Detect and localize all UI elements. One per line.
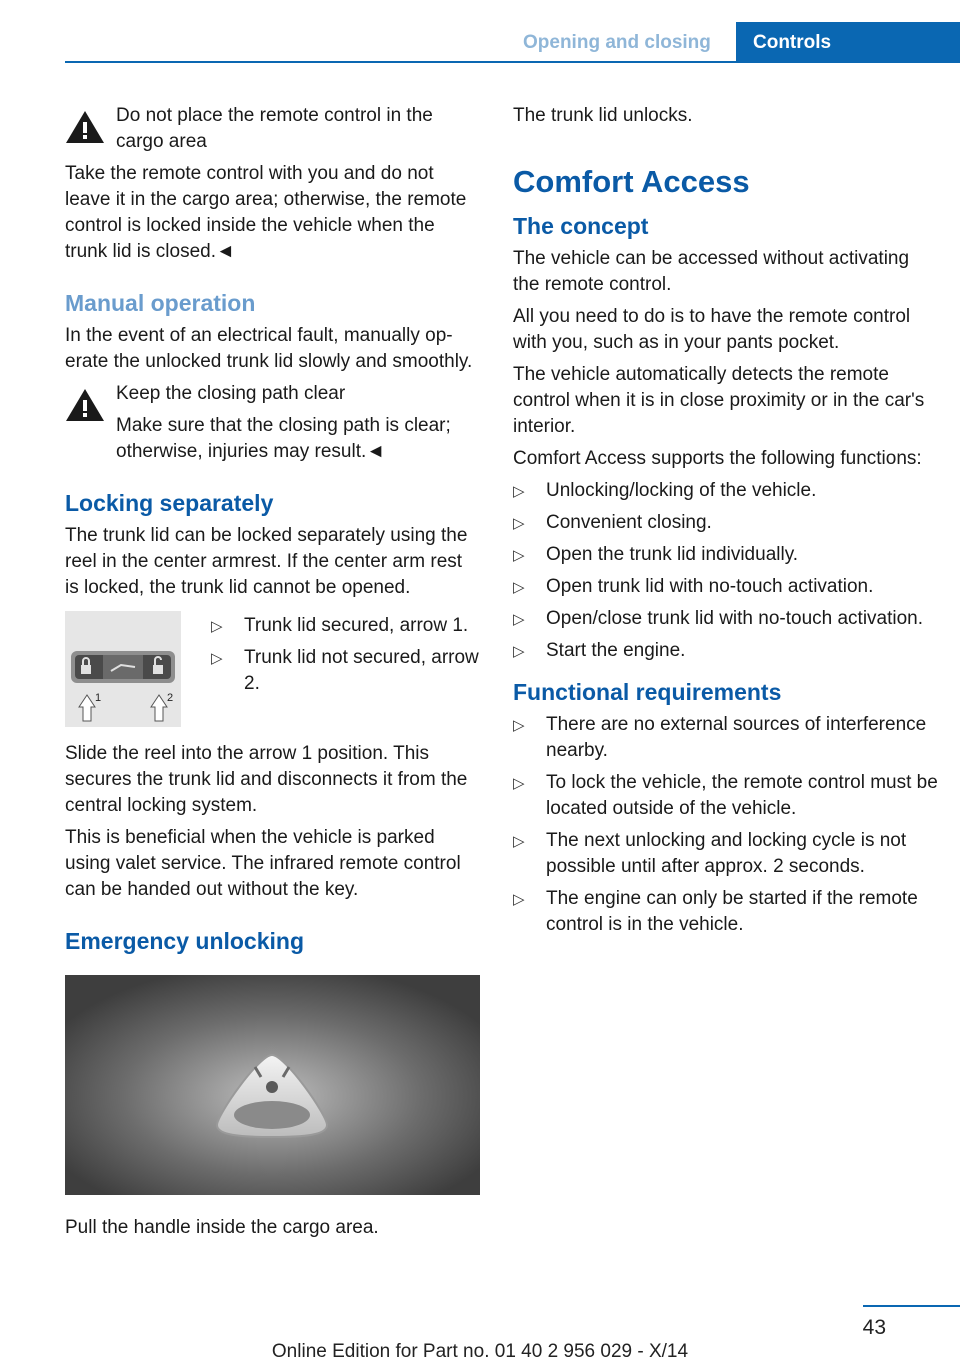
trunk-lock-figure-row [65, 611, 480, 727]
triangle-bullet-icon: ▷ [513, 891, 525, 908]
triangle-bullet-icon: ▷ [513, 775, 525, 792]
right-column [513, 103, 938, 944]
heading-functional-requirements: Functional requirements [513, 679, 782, 705]
functional-requirements-list [513, 712, 938, 938]
trunk-lock-states-list [211, 611, 480, 727]
footer-edition: Online Edition for Part no. 01 40 2 956 029 - X/14 [271, 1341, 689, 1362]
warning-triangle-icon [65, 109, 105, 145]
figure-label-1: 1 [95, 692, 102, 704]
list-item [211, 645, 480, 697]
triangle-bullet-icon: ▷ [513, 717, 525, 734]
list-item [513, 712, 938, 764]
list-item [513, 478, 938, 504]
triangle-bullet-icon: ▷ [513, 833, 525, 850]
heading-locking-separately: Locking separately [65, 490, 274, 516]
heading-the-concept: The concept [513, 213, 649, 239]
list-item [513, 510, 938, 536]
comfort-access-functions-list [513, 478, 938, 664]
trunk-unlocks-text: The trunk lid unlocks. [513, 105, 693, 126]
triangle-bullet-icon: ▷ [513, 643, 525, 660]
concept-p3: The vehicle automatically detects the remote control when it is in close proximity or in the car's interior. [513, 364, 925, 437]
list-item-text: Trunk lid not secured, arrow 2. [244, 647, 479, 694]
list-item-text: Trunk lid secured, arrow 1. [244, 615, 469, 636]
triangle-bullet-icon: ▷ [211, 650, 223, 667]
locking-para-2: This is beneficial when the vehicle is parked using valet service. The infrared remote control can be handed out without the key. [65, 827, 461, 900]
list-item [211, 613, 480, 639]
concept-p4: Comfort Access supports the following functions: [513, 448, 922, 469]
triangle-bullet-icon: ▷ [513, 515, 525, 532]
list-item [513, 542, 938, 568]
list-item [513, 606, 938, 632]
list-item-text: Open trunk lid with no-touch activation. [546, 576, 874, 597]
list-item-text: The engine can only be started if the remote control is in the vehicle. [546, 888, 918, 935]
list-item-text: Unlocking/locking of the vehicle. [546, 480, 817, 501]
locking-para-1: Slide the reel into the arrow 1 position. This secures the trunk lid and disconnects it from the central locking system. [65, 743, 468, 816]
header-tab-controls: Controls [736, 22, 960, 63]
concept-p2: All you need to do is to have the remote control with you, such as in your pants pocket. [513, 306, 911, 353]
warning-title: Do not place the remote control in the cargo area [116, 105, 433, 152]
concept-p1: The vehicle can be accessed without activating the remote control. [513, 248, 910, 295]
heading-emergency-unlocking: Emergency unlocking [65, 928, 305, 954]
figure-label-2: 2 [167, 692, 174, 704]
list-item-text: Open the trunk lid individually. [546, 544, 799, 565]
list-item-text: Convenient closing. [546, 512, 712, 533]
header-rule [65, 61, 960, 63]
triangle-bullet-icon: ▷ [513, 611, 525, 628]
page-number-rule [863, 1305, 960, 1307]
trunk-lock-reel-illustration [65, 611, 181, 727]
list-item-text: Open/close trunk lid with no-touch activation. [546, 608, 924, 629]
left-column [65, 103, 480, 1247]
list-item [513, 770, 938, 822]
list-item [513, 886, 938, 938]
locking-separately-text: The trunk lid can be locked separately using the reel in the center armrest. If the center arm rest is locked, the trunk lid cannot be opened. [65, 525, 468, 598]
warning-body: Make sure that the closing path is clear; otherwise, injuries may result.◄ [116, 415, 451, 462]
header-section-title: Opening and closing [523, 32, 711, 53]
list-item [513, 828, 938, 880]
list-item [513, 574, 938, 600]
list-item-text: To lock the vehicle, the remote control must be located outside of the vehicle. [546, 772, 938, 819]
section-title-comfort-access: Comfort Access [513, 164, 750, 199]
triangle-bullet-icon: ▷ [211, 618, 223, 635]
list-item-text: Start the engine. [546, 640, 686, 661]
warning-triangle-icon [65, 387, 105, 423]
warning-cargo-area [65, 103, 480, 265]
list-item-text: The next unlocking and locking cycle is not possible until after approx. 2 seconds. [546, 830, 907, 877]
heading-manual-operation: Manual operation [65, 290, 256, 316]
emergency-caption: Pull the handle inside the cargo area. [65, 1217, 379, 1238]
triangle-bullet-icon: ▷ [513, 579, 525, 596]
manual-operation-text: In the event of an electrical fault, manually operate the unlocked trunk lid slowly and smoothly. [65, 325, 473, 372]
list-item-text: There are no external sources of interference nearby. [546, 714, 927, 761]
triangle-bullet-icon: ▷ [513, 547, 525, 564]
warning-body: Take the remote control with you and do not leave it in the cargo area; otherwise, the remote control is locked inside the vehicle when the trunk lid is closed.◄ [65, 163, 467, 262]
emergency-handle-photo [65, 975, 480, 1195]
page-number: 43 [862, 1316, 886, 1339]
list-item [513, 638, 938, 664]
triangle-bullet-icon: ▷ [513, 483, 525, 500]
warning-title: Keep the closing path clear [116, 383, 346, 404]
warning-closing-path [65, 381, 480, 465]
